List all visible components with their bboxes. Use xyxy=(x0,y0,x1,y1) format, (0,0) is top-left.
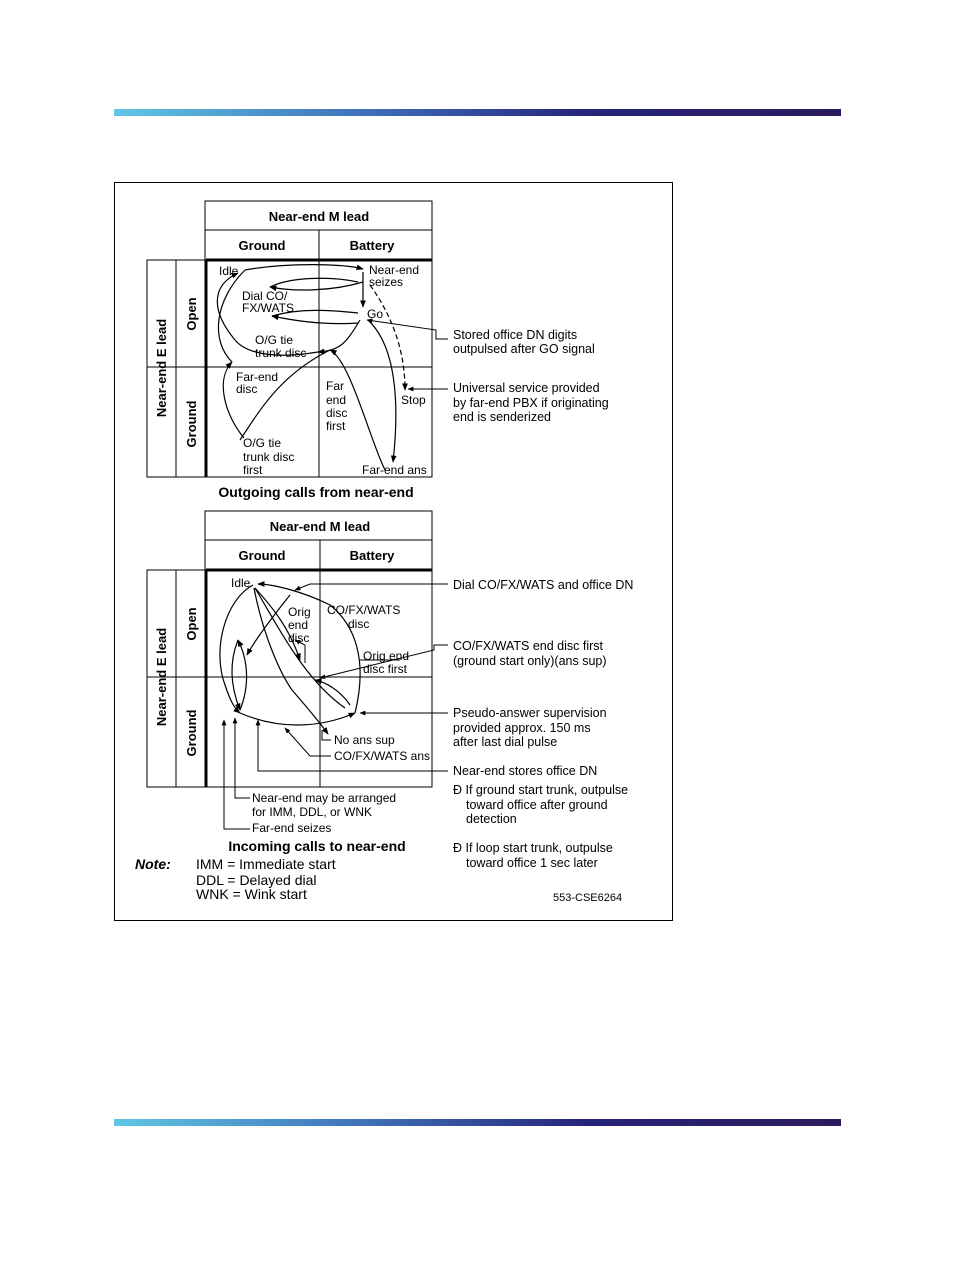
bottom-orig-2: end xyxy=(288,618,309,632)
top-note-univ-2: by far-end PBX if originating xyxy=(453,396,609,410)
bottom-ground-row-label: Ground xyxy=(184,709,199,757)
top-callouts xyxy=(367,320,448,389)
bottom-note-co-end-1: CO/FX/WATS end disc first xyxy=(453,639,604,653)
top-og-first-1: O/G tie xyxy=(243,436,282,450)
top-far-end-ans: Far-end ans xyxy=(362,463,427,477)
bottom-note-dial: Dial CO/FX/WATS and office DN xyxy=(453,578,634,592)
top-note-stored-1: Stored office DN digits xyxy=(453,328,578,342)
top-stop-dashed xyxy=(370,285,405,390)
top-e-lead-header: Near-end E lead xyxy=(154,318,169,418)
top-stop-label: Stop xyxy=(401,393,426,407)
top-diagram-title: Outgoing calls from near-end xyxy=(218,484,414,500)
note-ddl: DDL = Delayed dial xyxy=(196,872,317,888)
bottom-note-pseudo-2: provided approx. 150 ms xyxy=(453,721,591,735)
top-note-univ-3: end is senderized xyxy=(453,410,551,424)
top-note-univ-1: Universal service provided xyxy=(453,381,600,395)
bottom-m-lead-header: Near-end M lead xyxy=(269,519,371,534)
top-far-disc-2: end xyxy=(326,393,347,407)
top-go-label: Go xyxy=(367,307,384,321)
bottom-orig-first-1: Orig end xyxy=(363,649,410,663)
bottom-note-stores: Near-end stores office DN xyxy=(453,764,598,778)
bottom-note-ls-2: toward office 1 sec later xyxy=(466,856,598,870)
bottom-co-disc-1: CO/FX/WATS xyxy=(327,603,401,617)
bottom-orig-first-2: disc first xyxy=(363,662,408,676)
top-battery-header: Battery xyxy=(349,238,395,253)
bottom-co-disc-2: disc xyxy=(348,617,370,631)
top-dial-label-1: Dial CO/ xyxy=(242,289,288,303)
top-seize-label-2: seizes xyxy=(369,275,404,289)
bottom-idle-label: Idle xyxy=(231,576,251,590)
top-og-first-3: first xyxy=(243,463,263,477)
bottom-lower-labels xyxy=(252,791,396,835)
top-ground-row-label: Ground xyxy=(184,400,199,448)
bottom-note-pseudo-1: Pseudo-answer supervision xyxy=(453,706,607,720)
top-ground-header: Ground xyxy=(238,238,286,253)
bottom-far-seizes: Far-end seizes xyxy=(252,821,332,835)
bottom-note-gs-3: detection xyxy=(466,812,517,826)
bottom-orig-3: disc xyxy=(288,631,310,645)
top-state-labels xyxy=(219,263,427,477)
top-far-end-disc-1: Far-end xyxy=(236,370,279,384)
bottom-ground-header: Ground xyxy=(238,548,286,563)
top-idle-label: Idle xyxy=(219,264,239,278)
top-og-tie-label-2: trunk disc xyxy=(255,346,307,360)
top-far-end-disc-2: disc xyxy=(236,382,258,396)
bottom-note-co-end-2: (ground start only)(ans sup) xyxy=(453,654,607,668)
top-far-disc-3: disc xyxy=(326,406,348,420)
top-far-disc-1: Far xyxy=(326,379,344,393)
top-far-disc-4: first xyxy=(326,419,346,433)
bottom-battery-header: Battery xyxy=(349,548,395,563)
bottom-co-ans: CO/FX/WATS ans xyxy=(334,749,431,763)
top-dial-label-2: FX/WATS xyxy=(242,301,294,315)
bottom-arranged-2: for IMM, DDL, or WNK xyxy=(252,805,373,819)
bottom-no-ans: No ans sup xyxy=(334,733,395,747)
bottom-open-row-label: Open xyxy=(184,607,199,641)
bottom-notes xyxy=(453,578,633,870)
top-open-row-label: Open xyxy=(184,297,199,331)
top-note-stored-2: outpulsed after GO signal xyxy=(453,342,595,356)
bottom-orig-1: Orig xyxy=(288,605,311,619)
bottom-e-lead-header: Near-end E lead xyxy=(154,627,169,727)
bottom-note-ls-1: Ð If loop start trunk, outpulse xyxy=(453,841,613,855)
bottom-note-gs-2: toward office after ground xyxy=(466,798,608,812)
top-og-tie-label-1: O/G tie xyxy=(255,333,294,347)
top-m-lead-header: Near-end M lead xyxy=(268,209,370,224)
note-label: Note: xyxy=(135,856,171,872)
top-notes xyxy=(453,328,609,424)
bottom-note-pseudo-3: after last dial pulse xyxy=(453,735,558,749)
top-og-first-2: trunk disc xyxy=(243,450,295,464)
note-wnk: WNK = Wink start xyxy=(196,886,307,902)
note-imm: IMM = Immediate start xyxy=(196,856,336,872)
bottom-arranged-1: Near-end may be arranged xyxy=(252,791,397,805)
bottom-diagram-title: Incoming calls to near-end xyxy=(228,838,406,854)
figure-id: 553-CSE6264 xyxy=(553,892,623,904)
bottom-state-labels xyxy=(231,576,430,763)
top-seize-label-1: Near-end xyxy=(369,263,420,277)
legend-note xyxy=(135,856,336,902)
bottom-note-gs-1: Ð If ground start trunk, outpulse xyxy=(453,783,629,797)
